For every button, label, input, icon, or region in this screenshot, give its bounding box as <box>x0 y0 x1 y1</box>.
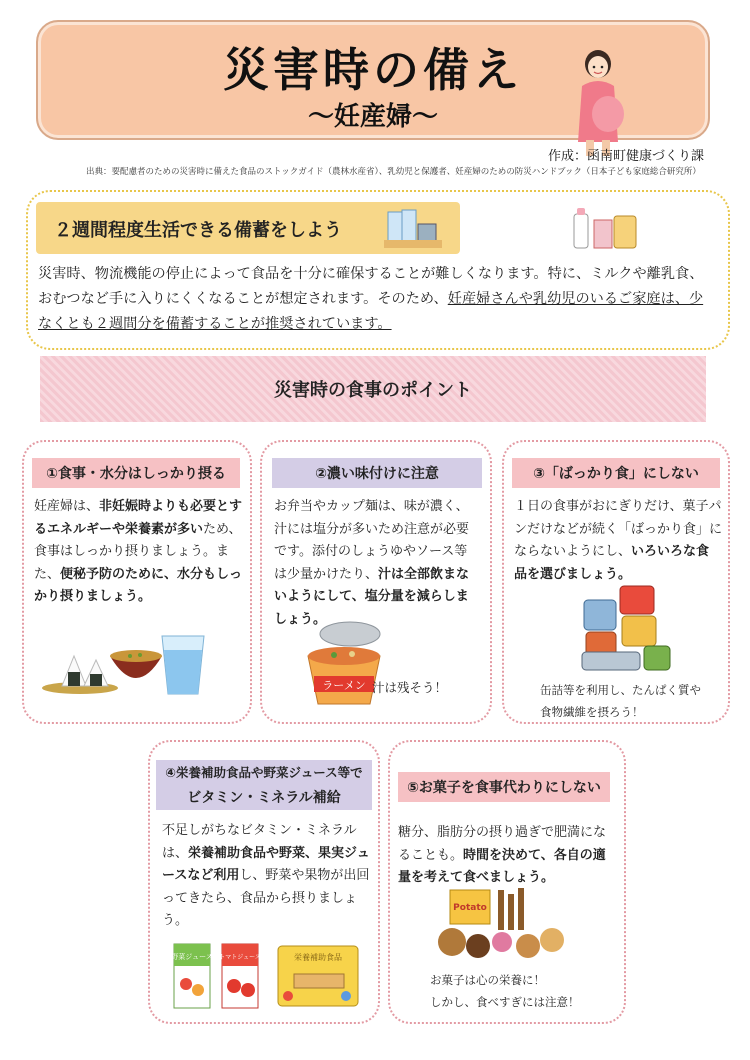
tip-card-5-caption-1: お菓子は心の栄養に！ <box>430 973 545 987</box>
juice-and-supplement-illustration <box>170 938 362 1012</box>
source-citation: 出典：要配慮者のための災害時に備えた食品のストックガイド（農林水産省）、乳幼児と保護者、妊産婦のための防災ハンドブック（日本子ども家庭総合研究所） <box>86 167 701 177</box>
tip-card-4-title-line-2: ビタミン・ミネラル補給 <box>156 784 372 810</box>
baby-bottle-illustration <box>568 206 642 252</box>
pregnant-woman-illustration <box>568 46 628 158</box>
water-supplies-illustration <box>382 206 444 250</box>
tip-card-3-caption-1: 缶詰等を利用し、たんぱく質や <box>540 683 701 697</box>
page-title: 災害時の備え <box>223 43 523 97</box>
noodle-label: ラーメン <box>322 679 366 692</box>
text-plain: 糖分、脂肪分の摂り過ぎで肥満になることも。 <box>398 825 607 863</box>
tip-card-5-text <box>398 822 612 890</box>
snacks-illustration <box>432 886 572 962</box>
meal-illustration <box>40 626 210 698</box>
tip-card-4-title-line-1: ④栄養補助食品や野菜ジュース等で <box>156 760 372 784</box>
text-plain: 不足しがちなビタミン・ミネラルは、 <box>162 823 357 861</box>
title-banner <box>36 20 710 140</box>
text-emphasis: いろいろな食品を選びましょう。 <box>514 544 710 582</box>
text-plain: し、野菜や果物が出回ってきたら、食品から摂りましょう。 <box>162 868 370 928</box>
tip-card-1-text <box>34 496 244 609</box>
text-emphasis: 栄養補助食品や野菜、果実ジュースなど利用 <box>162 845 370 883</box>
text-plain: ため、食事はしっかり摂りましょう。また、 <box>34 521 242 582</box>
tip-card-4-text <box>162 820 370 933</box>
tip-card-2-caption: 汁は残そう！ <box>372 680 448 695</box>
author-credit: 作成：函南町健康づくり課 <box>547 149 704 164</box>
tip-card-3-caption-2: 食物繊維を摂ろう！ <box>540 705 644 719</box>
text-plain: １日の食事がおにぎりだけ、菓子パンだけなどが続く「ばっかり食」にならないようにし、 <box>514 499 723 559</box>
canned-food-illustration <box>576 582 676 674</box>
meal-points-heading: 災害時の食事のポイント <box>274 380 472 401</box>
text-plain: 妊産婦は、 <box>34 499 100 514</box>
stockpile-text-plain: 災害時、物流機能の停止によって食品を十分に確保することが難しくなります。特に、ミルクや離乳食、おむつなど手に入りにくくなることが想定されます。そのため、 <box>38 266 704 307</box>
text-plain: お弁当やカップ麺は、味が濃く、汁には塩分が多いため注意が必要です。添付のしょうゆやソース等は少量かけたり、 <box>274 499 470 582</box>
tip-card-3-text <box>514 496 722 586</box>
stockpile-heading-text: ２週間程度生活できる備蓄をしよう <box>54 220 342 241</box>
page-subtitle: ～妊産婦～ <box>307 102 438 132</box>
text-emphasis: 便秘予防のために、水分もしっかり摂りましょう。 <box>34 566 243 604</box>
tip-card-2-text <box>274 496 480 631</box>
vegetable-juice-label: 野菜ジュース <box>171 953 213 961</box>
stockpile-text-emphasis: 妊産婦さんや乳幼児のいるご家庭は、少なくとも２週間分を備蓄することが推奨されています。 <box>38 291 704 332</box>
meal-points-banner <box>40 356 706 422</box>
text-emphasis: 汁は全部飲まないようにして、塩分量を減らしましょう。 <box>274 566 470 627</box>
tip-card-5-caption-2: しかし、食べすぎには注意！ <box>430 995 580 1009</box>
tomato-juice-label: トマトジュース <box>219 954 261 961</box>
text-emphasis: 非妊娠時よりも必要とするエネルギーや栄養素が多い <box>34 499 243 537</box>
snack-bag-label: Potato <box>453 903 487 913</box>
tip-card-2-title: ②濃い味付けに注意 <box>272 458 482 488</box>
supplement-label: 栄養補助食品 <box>294 953 342 962</box>
tip-card-5-title: ⑤お菓子を食事代わりにしない <box>398 772 610 802</box>
tip-card-1-title: ①食事・水分はしっかり摂る <box>32 458 240 488</box>
tip-card-3-title: ③「ばっかり食」にしない <box>512 458 720 488</box>
stockpile-text <box>38 262 706 337</box>
text-emphasis: 時間を決めて、各自の適量を考えて食べましょう。 <box>398 847 606 885</box>
